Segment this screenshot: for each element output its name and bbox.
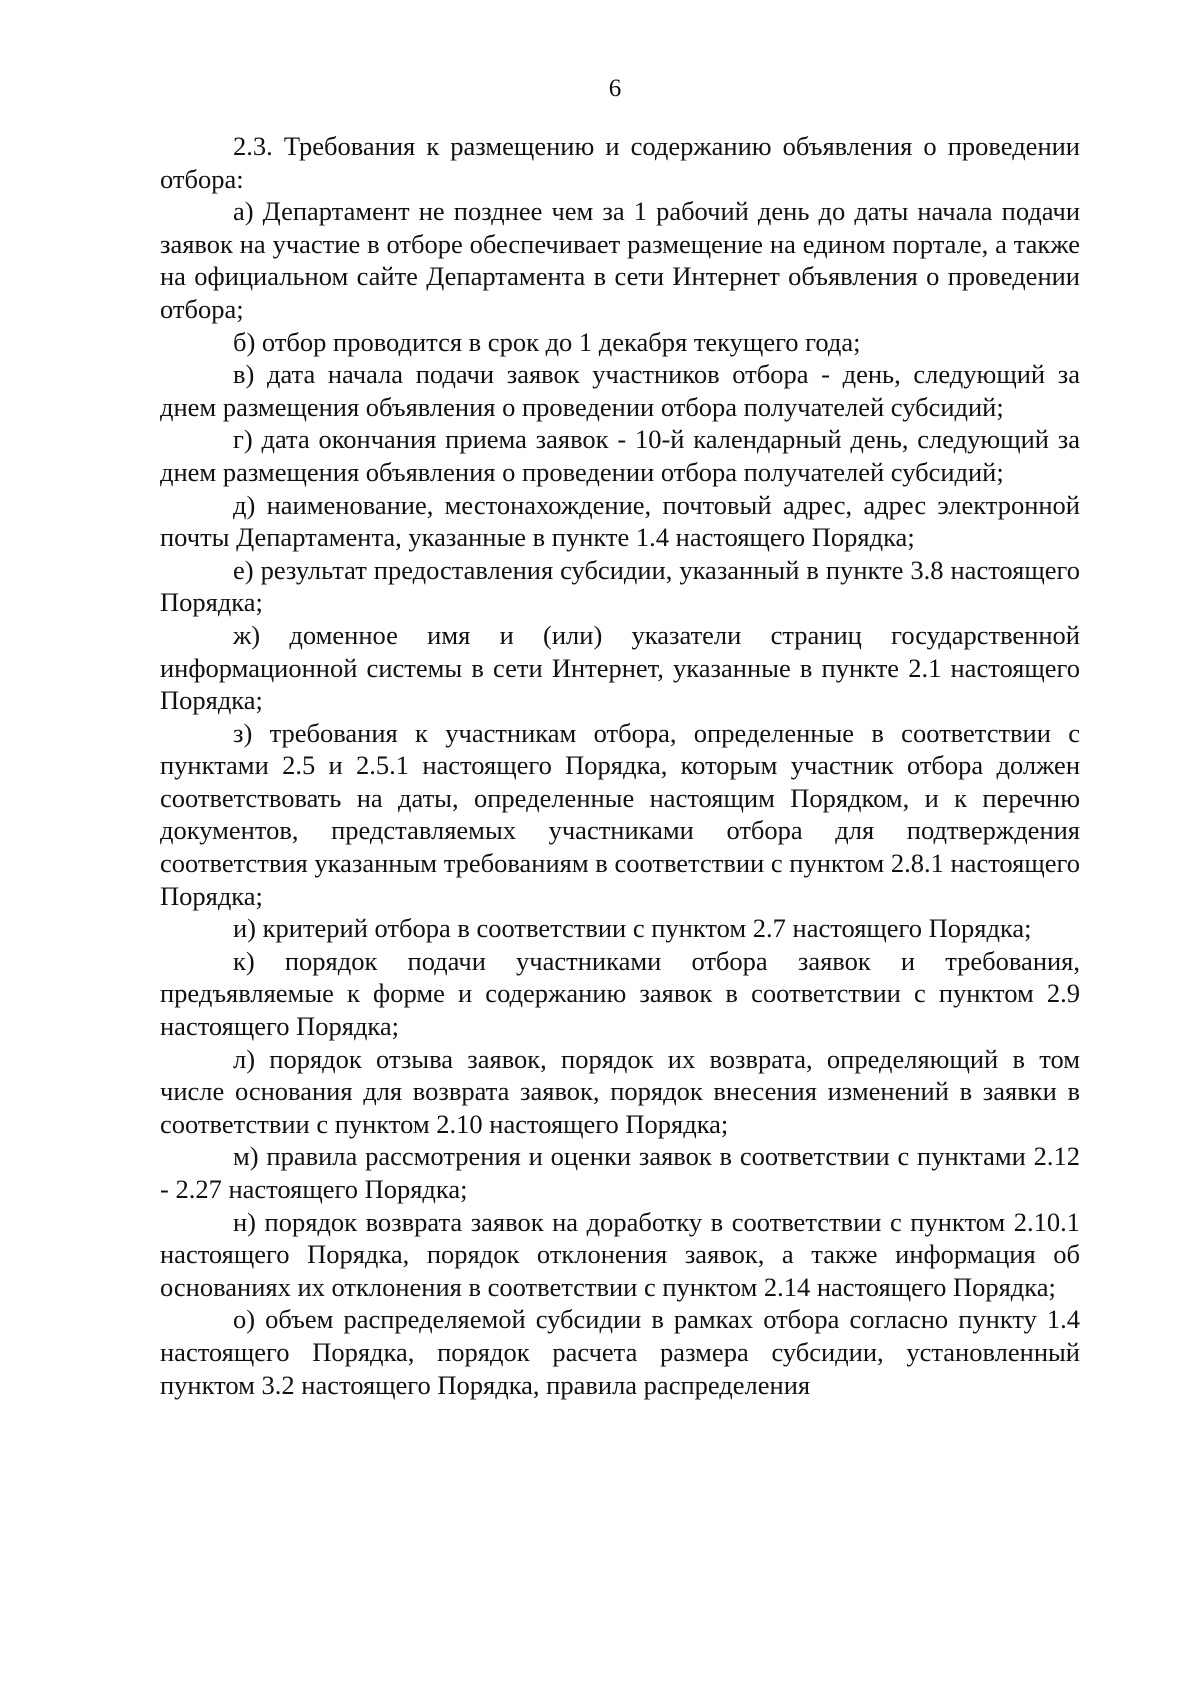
paragraph-v: в) дата начала подачи заявок участников отбора - день, следующий за днем размещения объявления о проведении отбора получателей субсидий; xyxy=(160,359,1080,422)
paragraph-i: и) критерий отбора в соответствии с пунктом 2.7 настоящего Порядка; xyxy=(233,913,1032,944)
paragraph-d: д) наименование, местонахождение, почтовый адрес, адрес электронной почты Департамента, указанные в пункте 1.4 настоящего Порядка; xyxy=(160,489,1080,553)
paragraph-e: е) результат предоставления субсидии, указанный в пункте 3.8 настоящего Порядка; xyxy=(160,554,1080,618)
paragraph-zh: ж) доменное имя и (или) указатели страниц государственной информационной системы в сети Интернет, указанные в пункте 2.1 настоящего Порядка; xyxy=(160,619,1080,716)
document-body xyxy=(160,130,1080,1401)
paragraph-a: а) Департамент не позднее чем за 1 рабочий день до даты начала подачи заявок на участие в отборе обеспечивает размещение на едином портале, а также на официальном сайте Департамента в сети Интернет объявления о проведении отбора; xyxy=(160,196,1080,324)
paragraph-g: г) дата окончания приема заявок - 10-й календарный день, следующий за днем размещения объявления о проведении отбора получателей субсидий; xyxy=(160,424,1080,487)
paragraph-n: н) порядок возврата заявок на доработку в соответствии с пунктом 2.10.1 настоящего Порядка, порядок отклонения заявок, а также информация об основаниях их отклонения в соответствии с пунктом 2.14 настоящего Порядка; xyxy=(160,1206,1080,1302)
paragraph-m: м) правила рассмотрения и оценки заявок в соответствии с пунктами 2.12 - 2.27 настоящего Порядка; xyxy=(160,1141,1080,1204)
paragraph-o: о) объем распределяемой субсидии в рамках отбора согласно пункту 1.4 настоящего Порядка, порядок расчета размера субсидии, установленный пунктом 3.2 настоящего Порядка, правила распределения xyxy=(160,1304,1080,1400)
paragraph-k: к) порядок подачи участниками отбора заявок и требования, предъявляемые к форме и содержанию заявок в соответствии с пунктом 2.9 настоящего Порядка; xyxy=(160,945,1080,1042)
paragraph-b: б) отбор проводится в срок до 1 декабря текущего года; xyxy=(233,326,861,357)
paragraph-l: л) порядок отзыва заявок, порядок их возврата, определяющий в том числе основания для возврата заявок, порядок внесения изменений в заявки в соответствии с пунктом 2.10 настоящего Порядка; xyxy=(160,1043,1080,1139)
paragraph-2-3: 2.3. Требования к размещению и содержанию объявления о проведении отбора: xyxy=(160,131,1080,194)
page-number: 6 xyxy=(608,75,622,102)
paragraph-z: з) требования к участникам отбора, определенные в соответствии с пунктами 2.5 и 2.5.1 настоящего Порядка, которым участник отбора должен соответствовать на даты, определенные настоящим Порядком, и к перечню документов, представляемых участниками отбора для подтверждения соответствия указанным требованиям в соответствии с пунктом 2.8.1 настоящего Порядка; xyxy=(160,717,1080,911)
